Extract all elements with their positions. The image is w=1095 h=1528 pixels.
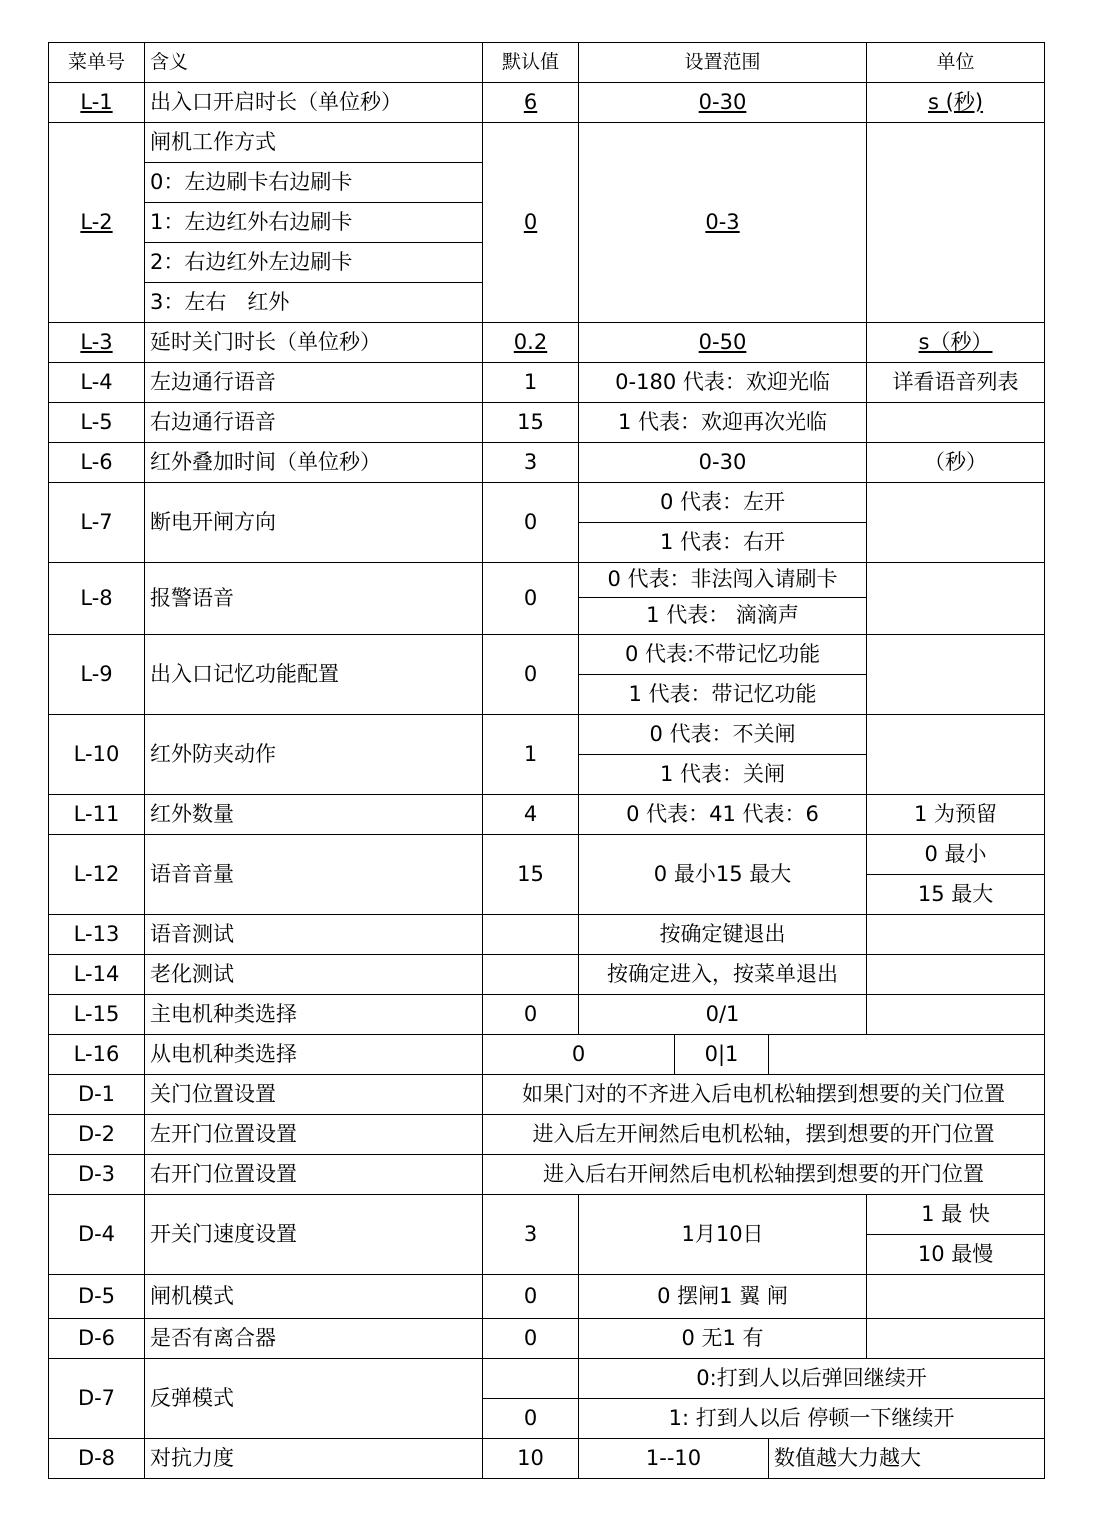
menu-no: L-14	[49, 955, 145, 995]
table-row	[49, 123, 1045, 163]
range: 0-180 代表：欢迎光临	[579, 363, 867, 403]
meaning: 是否有离合器	[145, 1319, 483, 1359]
meaning: 闸机模式	[145, 1275, 483, 1319]
meaning: 报警语音	[145, 563, 483, 635]
meaning: 主电机种类选择	[145, 995, 483, 1035]
unit	[867, 1319, 1045, 1359]
table-row	[49, 915, 1045, 955]
default-value: 15	[483, 403, 579, 443]
menu-no: L-5	[49, 403, 145, 443]
default-value: 0	[483, 1275, 579, 1319]
unit	[867, 915, 1045, 955]
range: 0-30	[579, 443, 867, 483]
table-row	[49, 323, 1045, 363]
meaning: 0：左边刷卡右边刷卡	[145, 163, 483, 203]
table-row	[49, 1195, 1045, 1235]
menu-no: L-12	[49, 835, 145, 915]
range: 0-3	[579, 123, 867, 323]
meaning: 反弹模式	[145, 1359, 483, 1439]
table-header-row	[49, 43, 1045, 83]
table-row	[49, 363, 1045, 403]
meaning: 闸机工作方式	[145, 123, 483, 163]
menu-no: L-16	[49, 1035, 145, 1075]
table-row	[49, 403, 1045, 443]
default-value: 15	[483, 835, 579, 915]
range: 0 代表：非法闯入请刷卡	[579, 563, 867, 598]
range: 0 代表：41 代表：6	[579, 795, 867, 835]
meaning: 延时关门时长（单位秒）	[145, 323, 483, 363]
meaning: 右边通行语音	[145, 403, 483, 443]
table-row	[49, 635, 1045, 675]
table-row	[49, 1275, 1045, 1319]
unit: s（秒）	[867, 323, 1045, 363]
default-value: 0	[483, 123, 579, 323]
default-value	[483, 915, 579, 955]
range: 1 代表：右开	[579, 523, 867, 563]
range: 1: 打到人以后 停顿一下继续开	[579, 1399, 1045, 1439]
range: 按确定进入，按菜单退出	[579, 955, 867, 995]
range: 进入后右开闸然后电机松轴摆到想要的开门位置	[483, 1155, 1045, 1195]
unit: 10 最慢	[867, 1235, 1045, 1275]
unit	[867, 995, 1045, 1035]
table-row	[49, 563, 1045, 598]
unit: 15 最大	[867, 875, 1045, 915]
default-value	[483, 1359, 579, 1399]
meaning: 从电机种类选择	[145, 1035, 483, 1075]
range: 1 代表： 滴滴声	[579, 598, 867, 635]
menu-no: L-2	[49, 123, 145, 323]
menu-no: L-9	[49, 635, 145, 715]
default-value: 0	[483, 995, 579, 1035]
table-row	[49, 955, 1045, 995]
range: 0-30	[579, 83, 867, 123]
table-row	[49, 995, 1045, 1035]
range: 0 代表：不关闸	[579, 715, 867, 755]
meaning: 右开门位置设置	[145, 1155, 483, 1195]
default-value: 0	[483, 563, 579, 635]
range: 0|1	[675, 1035, 769, 1075]
unit	[867, 123, 1045, 323]
range: 0 代表:不带记忆功能	[579, 635, 867, 675]
unit	[867, 715, 1045, 795]
meaning: 2：右边红外左边刷卡	[145, 243, 483, 283]
default-value: 3	[483, 443, 579, 483]
default-value: 0	[483, 483, 579, 563]
meaning: 出入口开启时长（单位秒）	[145, 83, 483, 123]
range: 0 最小15 最大	[579, 835, 867, 915]
unit	[867, 1275, 1045, 1319]
header-meaning: 含义	[145, 43, 483, 83]
table-row	[49, 1155, 1045, 1195]
header-range: 设置范围	[579, 43, 867, 83]
table-row	[49, 715, 1045, 755]
range: 按确定键退出	[579, 915, 867, 955]
menu-no: D-4	[49, 1195, 145, 1275]
menu-settings-table	[48, 42, 1045, 1479]
menu-no: L-11	[49, 795, 145, 835]
header-default: 默认值	[483, 43, 579, 83]
range: 1--10	[579, 1439, 769, 1479]
range: 0-50	[579, 323, 867, 363]
unit: （秒）	[867, 443, 1045, 483]
unit: 1 最 快	[867, 1195, 1045, 1235]
unit	[867, 403, 1045, 443]
default-value: 0.2	[483, 323, 579, 363]
meaning: 开关门速度设置	[145, 1195, 483, 1275]
default-value: 0	[483, 635, 579, 715]
menu-no: D-1	[49, 1075, 145, 1115]
menu-no: D-8	[49, 1439, 145, 1479]
unit: s (秒)	[867, 83, 1045, 123]
meaning: 左边通行语音	[145, 363, 483, 403]
menu-no: D-2	[49, 1115, 145, 1155]
menu-no: D-6	[49, 1319, 145, 1359]
meaning: 对抗力度	[145, 1439, 483, 1479]
range: 0:打到人以后弹回继续开	[579, 1359, 1045, 1399]
meaning: 红外数量	[145, 795, 483, 835]
menu-no: L-15	[49, 995, 145, 1035]
unit: 数值越大力越大	[769, 1439, 1045, 1479]
menu-no: D-7	[49, 1359, 145, 1439]
default-value: 1	[483, 715, 579, 795]
unit: 1 为预留	[867, 795, 1045, 835]
menu-no: L-6	[49, 443, 145, 483]
default-value: 1	[483, 363, 579, 403]
unit	[867, 955, 1045, 995]
menu-no: L-7	[49, 483, 145, 563]
unit	[867, 635, 1045, 715]
range: 0 无1 有	[579, 1319, 867, 1359]
meaning: 出入口记忆功能配置	[145, 635, 483, 715]
meaning: 断电开闸方向	[145, 483, 483, 563]
table-row	[49, 1439, 1045, 1479]
default-value: 6	[483, 83, 579, 123]
default-value: 10	[483, 1439, 579, 1479]
menu-no: D-3	[49, 1155, 145, 1195]
menu-no: L-13	[49, 915, 145, 955]
meaning: 3：左右 红外	[145, 283, 483, 323]
meaning: 左开门位置设置	[145, 1115, 483, 1155]
menu-no: L-4	[49, 363, 145, 403]
default-value: 0	[483, 1399, 579, 1439]
meaning: 红外叠加时间（单位秒）	[145, 443, 483, 483]
meaning: 1：左边红外右边刷卡	[145, 203, 483, 243]
range: 0 代表：左开	[579, 483, 867, 523]
table-row	[49, 483, 1045, 523]
range: 1 代表：欢迎再次光临	[579, 403, 867, 443]
table-row	[49, 83, 1045, 123]
default-value: 3	[483, 1195, 579, 1275]
range: 1 代表：关闸	[579, 755, 867, 795]
table-row	[49, 1359, 1045, 1399]
range: 0/1	[579, 995, 867, 1035]
table-row	[49, 1319, 1045, 1359]
default-value: 4	[483, 795, 579, 835]
table-row	[49, 1035, 1045, 1075]
range: 1 代表：带记忆功能	[579, 675, 867, 715]
range: 进入后左开闸然后电机松轴，摆到想要的开门位置	[483, 1115, 1045, 1155]
table-row	[49, 835, 1045, 875]
meaning: 老化测试	[145, 955, 483, 995]
unit: 0 最小	[867, 835, 1045, 875]
menu-no: L-8	[49, 563, 145, 635]
meaning: 关门位置设置	[145, 1075, 483, 1115]
unit	[769, 1035, 1045, 1075]
menu-no: L-10	[49, 715, 145, 795]
header-menu-no: 菜单号	[49, 43, 145, 83]
range: 如果门对的不齐进入后电机松轴摆到想要的关门位置	[483, 1075, 1045, 1115]
meaning: 语音测试	[145, 915, 483, 955]
table-row	[49, 443, 1045, 483]
meaning: 红外防夹动作	[145, 715, 483, 795]
table-row	[49, 795, 1045, 835]
header-unit: 单位	[867, 43, 1045, 83]
range: 0 摆闸1 翼 闸	[579, 1275, 867, 1319]
range: 1月10日	[579, 1195, 867, 1275]
menu-no: L-3	[49, 323, 145, 363]
meaning: 语音音量	[145, 835, 483, 915]
table-row	[49, 1115, 1045, 1155]
unit: 详看语音列表	[867, 363, 1045, 403]
unit	[867, 563, 1045, 635]
unit	[867, 483, 1045, 563]
table-row	[49, 1075, 1045, 1115]
default-value: 0	[483, 1035, 675, 1075]
menu-no: L-1	[49, 83, 145, 123]
default-value: 0	[483, 1319, 579, 1359]
default-value	[483, 955, 579, 995]
menu-no: D-5	[49, 1275, 145, 1319]
